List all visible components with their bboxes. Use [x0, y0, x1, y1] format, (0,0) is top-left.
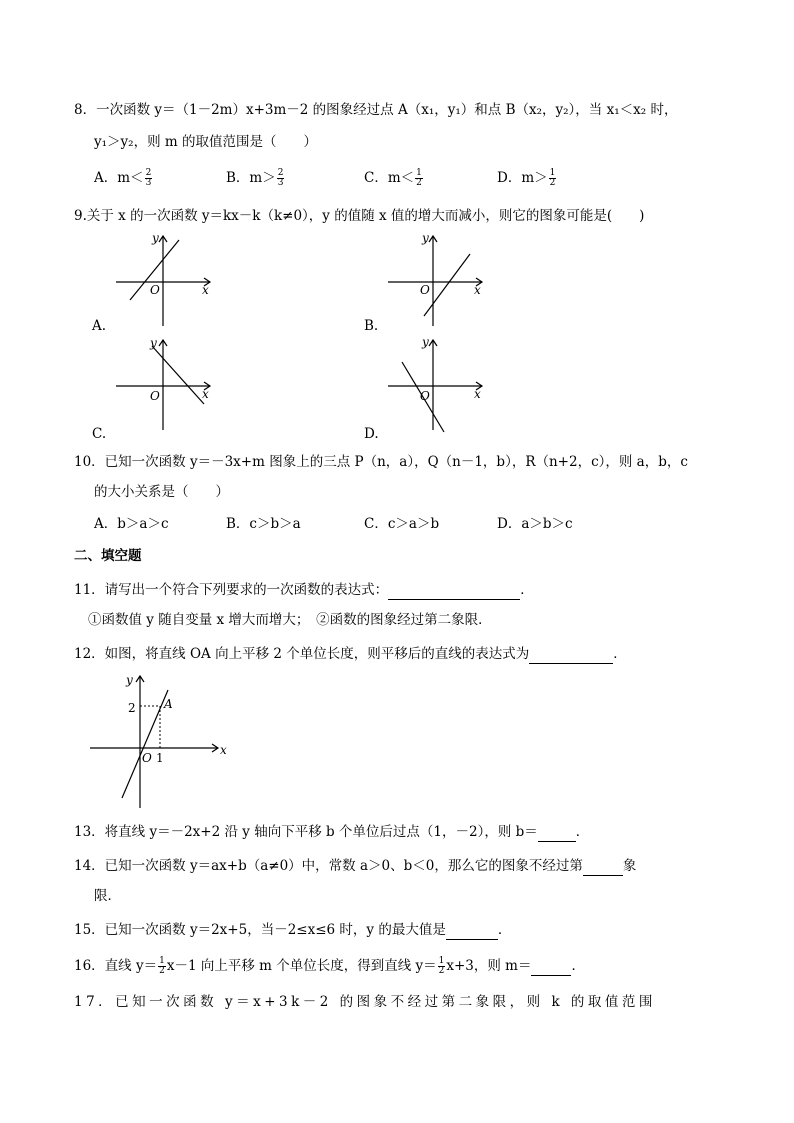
- fraction: $\frac{2}{3}$: [145, 168, 152, 188]
- q8-line2: y₁＞y₂，则 m 的取值范围是（ ）: [94, 134, 317, 150]
- fraction: $\frac{1}{2}$: [159, 956, 165, 976]
- axis-y-label: y: [152, 231, 159, 245]
- q16-text: 16．直线 y＝ $\frac{1}{2}$ x－1 向上平移 m 个单位长度，得到直线 y＝ $\frac{1}{2}$ x+3，则 m＝ ．: [74, 956, 585, 976]
- q11-line1: 11．请写出一个符合下列要求的一次函数的表达式： ．: [74, 582, 534, 598]
- q8-option-d: D．m＞ $\frac{1}{2}$: [497, 168, 556, 188]
- q10-option-d: D．a＞b＞c: [497, 516, 573, 532]
- answer-blank[interactable]: [529, 649, 613, 664]
- q9-graph-c: [112, 334, 222, 434]
- axis-y-label: y: [150, 336, 157, 350]
- q12-figure: [86, 670, 236, 812]
- q13-text: 13．将直线 y＝－2x+2 沿 y 轴向下平移 b 个单位后过点（1，－2），则 b＝ ．: [74, 824, 590, 840]
- axis-y-label: y: [126, 673, 133, 687]
- axis-x-label: x: [220, 743, 227, 757]
- q9-graph-d: [384, 334, 494, 434]
- answer-blank[interactable]: [388, 585, 520, 600]
- origin-label: O: [420, 389, 430, 403]
- q12-text: 12．如图，将直线 OA 向上平移 2 个单位长度，则平移后的直线的表达式为 ．: [74, 646, 627, 662]
- answer-blank[interactable]: [538, 827, 576, 842]
- q9-option-d: D.: [364, 426, 379, 442]
- axis-x-label: x: [202, 387, 209, 401]
- fraction: $\frac{2}{3}$: [277, 168, 284, 188]
- q9-option-b: B.: [364, 318, 379, 334]
- q10-line2: 的大小关系是（ ）: [94, 484, 229, 500]
- fraction: $\frac{1}{2}$: [416, 168, 422, 188]
- origin-label: O: [150, 283, 160, 297]
- q9-graph-a: [112, 230, 222, 330]
- q10-option-c: C．c＞a＞b: [364, 516, 440, 532]
- answer-blank[interactable]: [446, 925, 498, 940]
- y-tick-label: 2: [128, 701, 136, 715]
- q14-line1: 14．已知一次函数 y＝ax+b（a≠0）中，常数 a＞0、b＜0，那么它的图象不经过第 象: [74, 858, 637, 874]
- answer-blank[interactable]: [583, 861, 623, 876]
- point-a-label: A: [164, 697, 173, 711]
- q9-option-c: C.: [92, 426, 107, 442]
- q17-text: 17．已知一次函数 y＝x+3k－2 的图象不经过第二象限，则 k 的取值范围: [74, 994, 656, 1010]
- x-tick-label: 1: [156, 751, 164, 765]
- axis-x-label: x: [474, 283, 481, 297]
- q11-line2: ①函数值 y 随自变量 x 增大而增大； ②函数的图象经过第二象限．: [88, 612, 492, 628]
- q8-option-b: B．m＞ $\frac{2}{3}$: [226, 168, 284, 188]
- fraction: $\frac{1}{2}$: [549, 168, 556, 188]
- section-heading: 二、填空题: [74, 548, 142, 564]
- origin-label: O: [142, 751, 152, 765]
- q10-option-b: B．c＞b＞a: [226, 516, 301, 532]
- q15-text: 15．已知一次函数 y＝2x+5，当－2≤x≤6 时，y 的最大值是 ．: [74, 922, 512, 938]
- q9-option-a: A.: [92, 318, 107, 334]
- q10-line1: 10．已知一次函数 y＝－3x+m 图象上的三点 P（n，a），Q（n－1，b），R（n+2，c），则 a，b，c: [74, 454, 688, 470]
- axis-y-label: y: [422, 231, 429, 245]
- axis-y-label: y: [422, 335, 429, 349]
- fraction: $\frac{1}{2}$: [438, 956, 445, 976]
- q8-line1: 8．一次函数 y＝（1－2m）x+3m－2 的图象经过点 A（x₁，y₁）和点 B（x₂，y₂），当 x₁＜x₂ 时，: [74, 102, 678, 118]
- answer-blank[interactable]: [531, 961, 571, 976]
- origin-label: O: [150, 389, 160, 403]
- q14-line2: 限．: [94, 888, 121, 904]
- q9-graph-b: [384, 230, 494, 330]
- q9-text: 9.关于 x 的一次函数 y＝kx－k（k≠0），y 的值随 x 值的增大而减小，则它的图象可能是( ): [74, 208, 645, 224]
- axis-x-label: x: [474, 387, 481, 401]
- q8-option-a: A．m＜ $\frac{2}{3}$: [94, 168, 152, 188]
- q10-option-a: A．b＞a＞c: [94, 516, 169, 532]
- q8-option-c: C．m＜ $\frac{1}{2}$: [364, 168, 422, 188]
- origin-label: O: [420, 283, 430, 297]
- axis-x-label: x: [202, 283, 209, 297]
